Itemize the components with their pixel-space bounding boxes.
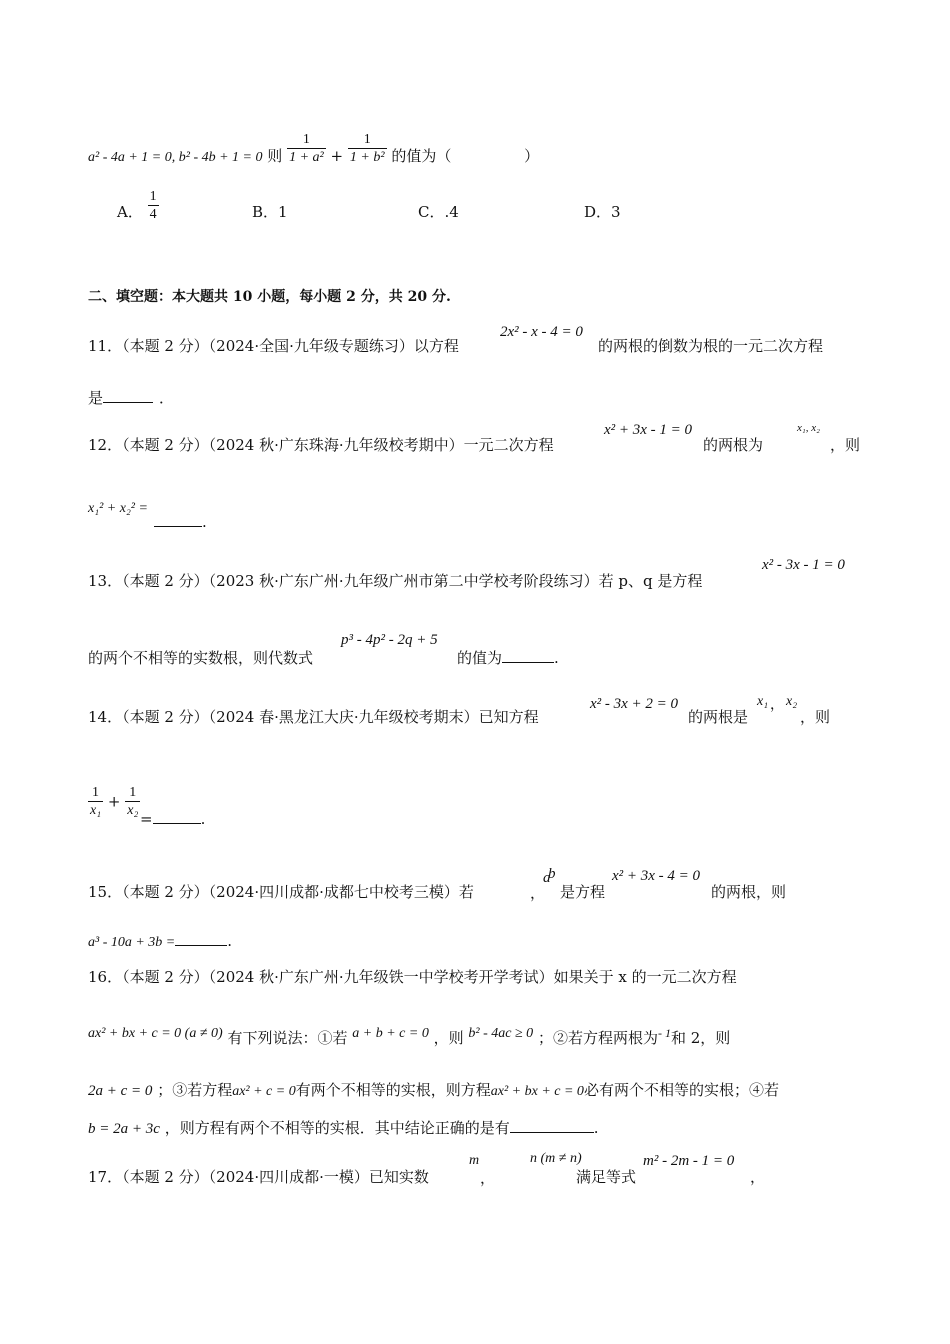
q12-mid: 的两根为 [703,436,764,454]
q14-fraction-2: $\frac{1}{\text{x₂}}$ [127,785,139,818]
q16-line-4: b = 2a + 3c ，则方程有两个不相等的实根．其中结论正确的是有 . [88,1119,599,1137]
section-2-title: 二、填空题：本大题共 10 小题，每小题 2 分，共 20 分. [88,289,451,305]
q14-mid: 的两根是 [688,708,749,726]
q10-option-d[interactable]: D．3 [584,203,621,221]
q11-line-2: 是 ． [88,389,175,407]
q17-comma: ， [480,1169,496,1187]
q10-fraction-1: $\frac{1}{\text{1 + a²}}$ [289,131,324,165]
q15-answer-blank[interactable] [175,931,227,946]
q14-answer: = . [140,810,206,828]
q11-line-1: 11．（本题 2 分）（2024·全国·九年级专题练习）以方程 [88,337,459,355]
q14-line-2: $\frac{1}{\text{x₁}}$ + $\frac{1}{\text{x₂}}$ [90,785,139,818]
q16-line-1: 16．（本题 2 分）（2024 秋·广东广州·九年级铁一中学校考开学考试）如果关于 x 的一元二次方程 [88,968,737,986]
q12-line-1: 12．（本题 2 分）（2024 秋·广东珠海·九年级校考期中）一元二次方程 [88,436,554,454]
q15-var-b: b [548,866,556,882]
q16-general-equation: ax² + bx + c = 0 (a ≠ 0) [88,1026,223,1041]
q12-sum-squares: x₁² + x₂² = [88,501,148,516]
q10-option-c[interactable]: C．.4 [418,203,459,221]
q15-var-a: a [543,870,551,886]
q10-stem [88,131,540,168]
q14-root-1: x₁ [757,694,769,709]
q15-expression: a³ - 10a + 3b = [88,935,176,950]
q14-fraction-1: $\frac{1}{\text{x₁}}$ [90,785,102,818]
q13-equation: x² - 3x - 1 = 0 [762,557,845,573]
q13-expression: p³ - 4p² - 2q + 5 [341,632,438,648]
q16-answer-blank[interactable] [510,1118,594,1133]
q10-plus: + [330,147,344,165]
q15-line-2: a³ - 10a + 3b = . [88,932,233,950]
q17-line-1: 17．（本题 2 分）（2024·四川成都·一模）已知实数 [88,1168,429,1186]
q15-mid: 是方程 [560,883,606,901]
q11-tail: 的两根的倒数为根的一元二次方程 [598,337,824,355]
q10-option-a-fraction: $\frac{1}{4}$ [149,188,157,222]
q15-equation: x² + 3x - 4 = 0 [612,868,701,884]
q10-fraction-2: $\frac{1}{\text{1 + b²}}$ [349,131,385,165]
q14-root-2: x₂ [786,694,798,709]
q15-line-1: 15．（本题 2 分）（2024·四川成都·成都七中校考三模）若 [88,883,474,901]
q10-equation: a² - 4a + 1 = 0, b² - 4b + 1 = 0 [88,150,263,165]
q17-var-n: n (m ≠ n) [530,1151,582,1166]
q14-equation: x² - 3x + 2 = 0 [590,696,679,712]
q14-line-1: 14．（本题 2 分）（2024 春·黑龙江大庆·九年级校考期末）已知方程 [88,708,539,726]
q15-tail: 的两根，则 [711,883,787,901]
q16-line-2: ax² + bx + c = 0 (a ≠ 0) 有下列说法：①若 a + b + c = 0 ，则 b² - 4ac ≥ 0 ；②若方程两根为$^{- 1}$和 2，则 [88,1026,731,1047]
q11-equation: 2x² - x - 4 = 0 [500,324,583,340]
q12-answer-blank[interactable] [154,512,202,527]
q12-tail: ，则 [830,436,861,454]
q10-tail: 的值为（ [391,147,452,165]
q12-roots: x₁, x₂ [797,422,820,434]
q10-option-a[interactable]: A． $\frac{1}{4}$ [117,188,157,222]
q17-equation: m² - 2m - 1 = 0 [643,1153,735,1169]
q16-line-3: 2a + c = 0 ；③若方程ax² + c = 0有两个不相等的实根，则方程ax² + bx + c = 0必有两个不相等的实根；④若 [88,1081,779,1099]
q17-mid: 满足等式 [576,1168,637,1186]
q13-answer-blank[interactable] [502,648,554,663]
q14-comma: ， [770,697,784,713]
q12-equation: x² + 3x - 1 = 0 [604,422,693,438]
q17-var-m: m [469,1153,480,1168]
q10-option-b[interactable]: B．1 [252,203,288,221]
q14-tail: ，则 [800,708,831,726]
q11-answer-blank[interactable] [103,388,153,403]
q13-answer: 的值为 . [457,649,559,667]
q12-answer: . [154,512,207,532]
q17-tail: ， [750,1168,766,1186]
q12-line-2 [88,497,148,519]
q15-comma: ， [530,884,546,902]
q10-close: ） [524,147,540,165]
q14-answer-blank[interactable] [153,809,201,824]
q13-line-1: 13．（本题 2 分）（2023 秋·广东广州·九年级广州市第二中学校考阶段练习）若 p、q 是方程 [88,572,703,590]
q10-then: 则 [267,147,283,165]
q13-line-2: 的两个不相等的实数根，则代数式 [88,649,314,667]
